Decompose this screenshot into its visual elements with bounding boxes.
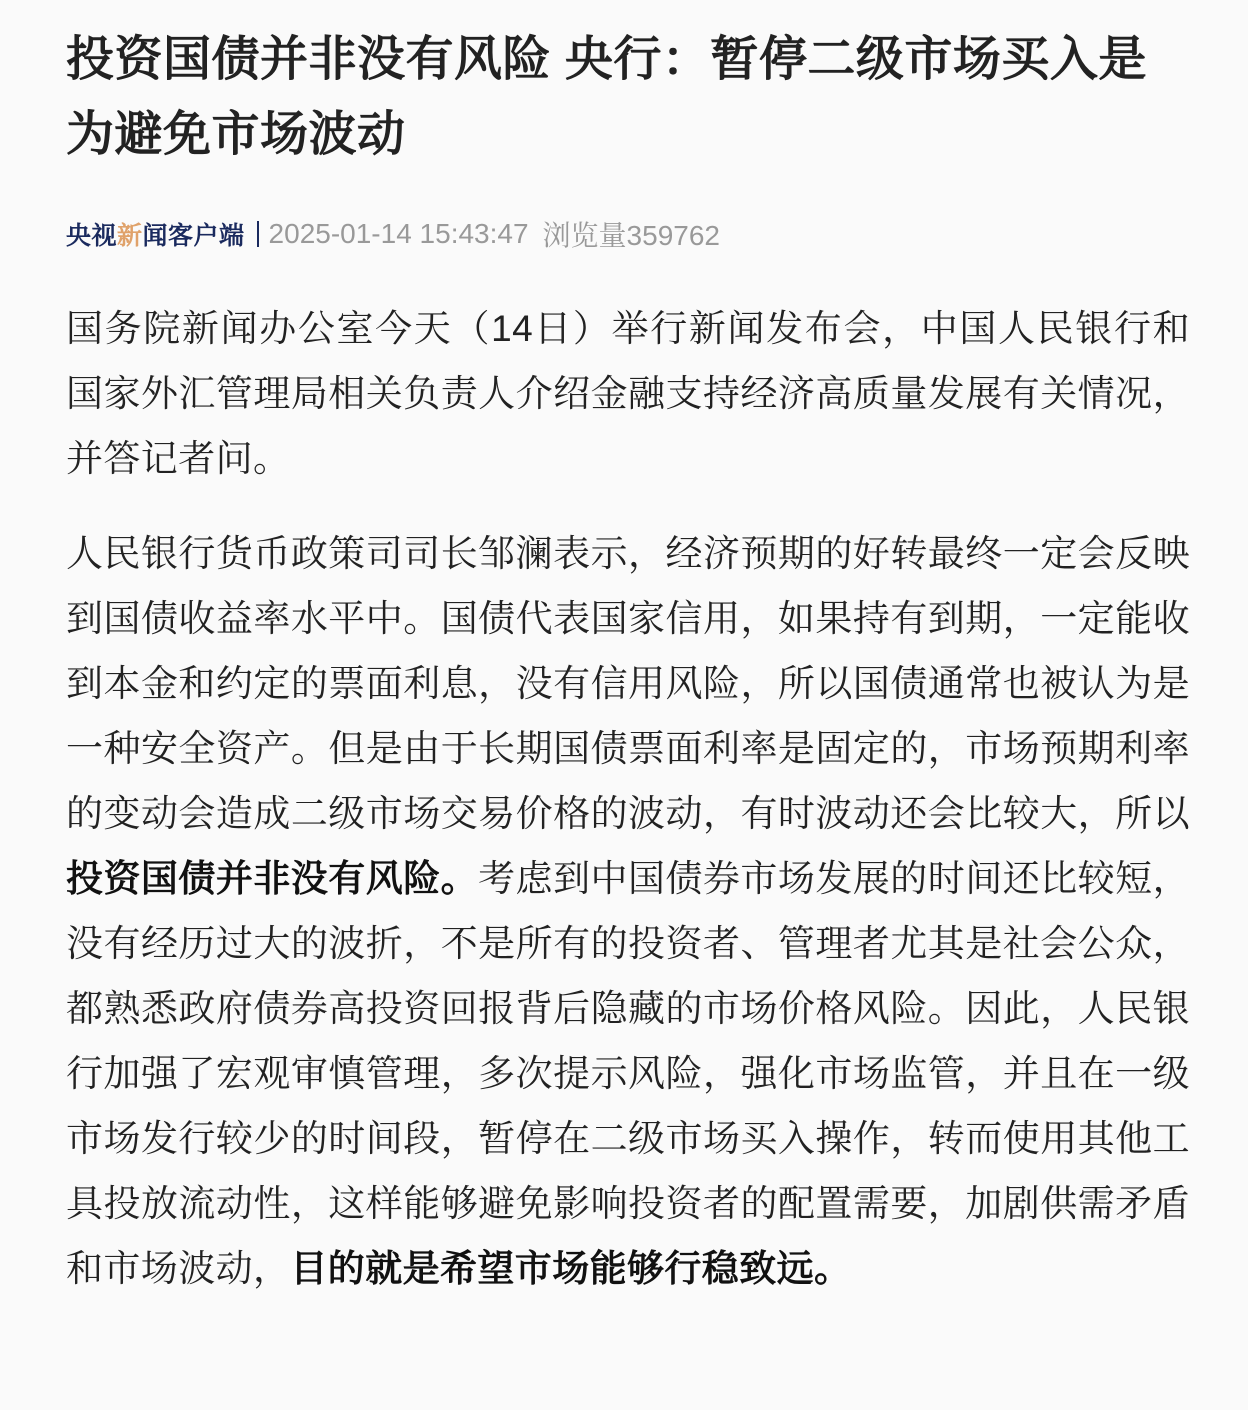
article-title: 投资国债并非没有风险 央行：暂停二级市场买入是为避免市场波动 <box>66 33 1147 161</box>
source-logo[interactable] <box>66 216 245 252</box>
article-body <box>66 296 1190 1301</box>
bold-text-segment: 投资国债并非没有风险。 <box>66 858 479 899</box>
publish-datetime: 2025-01-14 15:43:47 <box>268 218 529 249</box>
view-count: 浏览量359762 <box>542 220 720 251</box>
article-meta <box>66 214 1190 254</box>
text-segment: 考虑到中国债券市场发展的时间还比较短，没有经历过大的波折，不是所有的投资者、管理者尤其是社会公众，都熟悉政府债券高投资回报背后隐藏的市场价格风险。因此，人民银行加强了宏观审慎管理，多次提示风险，强化市场监管，并且在一级市场发行较少的时间段，暂停在二级市场买入操作，转而使用其他工具投放流动性，这样能够避免影响投资者的配置需要，加剧供需矛盾和市场波动， <box>66 858 1190 1289</box>
paragraph <box>66 521 1190 1301</box>
text-segment: 国务院新闻办公室今天（14日）举行新闻发布会，中国人民银行和国家外汇管理局相关负责人介绍金融支持经济高质量发展有关情况，并答记者问。 <box>66 308 1190 479</box>
divider <box>257 221 259 247</box>
paragraph <box>66 296 1190 491</box>
bold-text-segment: 目的就是希望市场能够行稳致远。 <box>290 1248 852 1289</box>
source-part: 闻客户端 <box>142 222 245 250</box>
source-part: 央视 <box>66 222 118 250</box>
text-segment: 人民银行货币政策司司长邹澜表示，经济预期的好转最终一定会反映到国债收益率水平中。国债代表国家信用，如果持有到期，一定能收到本金和约定的票面利息，没有信用风险，所以国债通常也被认为是一种安全资产。但是由于长期国债票面利率是固定的，市场预期利率的变动会造成二级市场交易价格的波动，有时波动还会比较大，所以 <box>66 533 1190 834</box>
source-part: 新 <box>117 222 143 250</box>
